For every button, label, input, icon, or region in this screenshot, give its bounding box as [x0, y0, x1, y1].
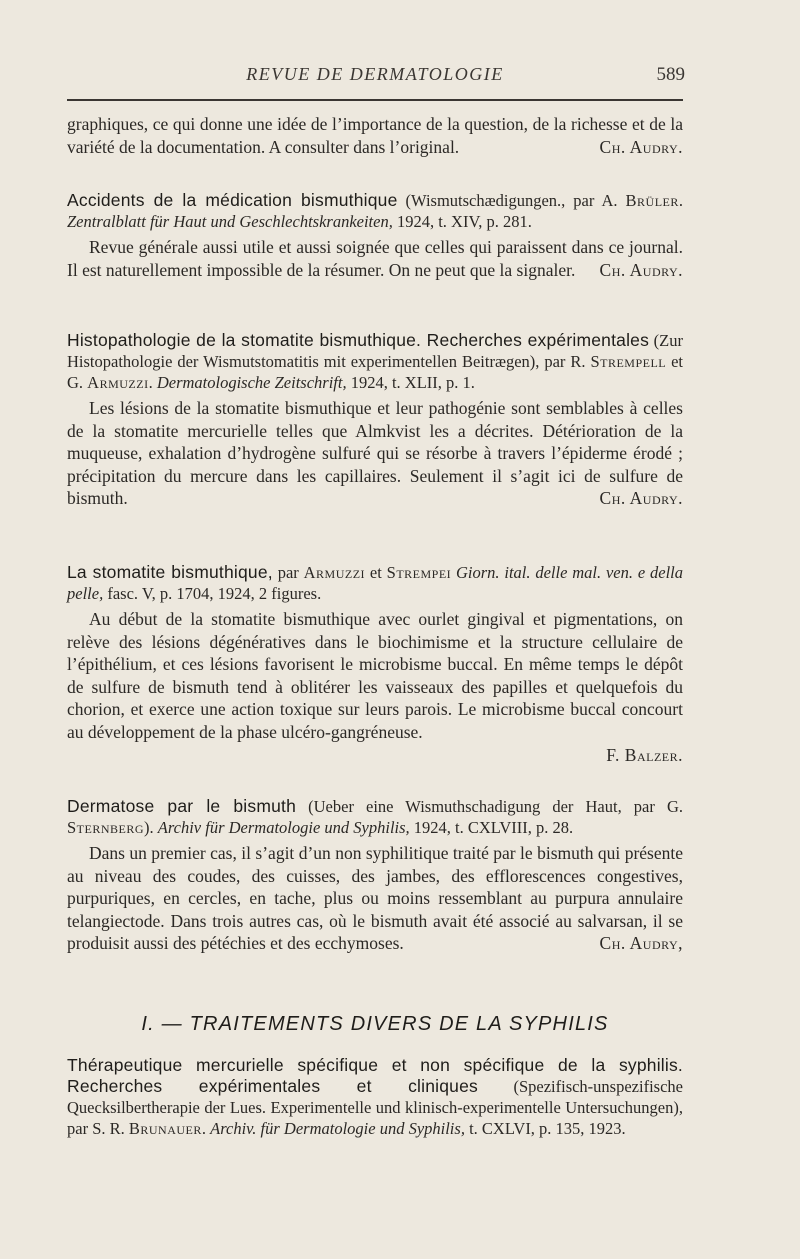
- continuation-signature: Ch. Audry.: [599, 136, 683, 157]
- reference-text: ).: [144, 818, 158, 837]
- entry-reference: [67, 796, 683, 838]
- entry-signature: F. Balzer.: [606, 744, 683, 765]
- body-text: Au début de la stomatite bismuthique avec ourlet gingival et pigmentations, on relève des lésions dégénératives dans le biochimisme et la structure cellulaire de l’épithélium, et ces lésions favorisent le microbisme buccal. En même temps le dépôt de sulfure de bismuth tend à oblitérer les vaisseaux des papilles et quelquefois du chorion, et exerce une action toxique sur leurs parois. Le microbisme buccal concourt au développement de la phase ulcéro-gangréneuse.: [67, 609, 683, 742]
- abstract-entry: [67, 796, 683, 955]
- running-title: REVUE DE DERMATOLOGIE: [246, 64, 504, 84]
- entry-signature: Ch. Audry,: [599, 933, 683, 954]
- reference-text: et G.: [67, 352, 683, 392]
- reference-text: (Wismutschædigungen., par A.: [397, 191, 626, 210]
- reference-text: 1924, t. CXLVIII, p. 28.: [409, 818, 574, 837]
- body-text: Revue générale aussi utile et aussi soignée que celles qui paraissent dans ce journal. Il est naturellement impossible de la résumer. On ne peut que la signaler.: [67, 237, 683, 280]
- reference-text: (Ueber eine Wismuthschadigung der Haut, par G.: [296, 797, 683, 816]
- reference-text: et: [365, 563, 387, 582]
- entry-signature: Ch. Audry.: [599, 488, 683, 509]
- author-name: Strempei: [386, 563, 452, 582]
- section-heading: I. — TRAITEMENTS DIVERS DE LA SYPHILIS: [141, 1013, 609, 1035]
- body-text: Dans un premier cas, il s’agit d’un non syphilitique traité par le bismuth qui présente au niveau des coudes, des cuisses, des jambes, des efflorescences congestives, purpuriques, en cercles, en tache, plus ou moins ressemblant au purpura annulaire telangiectode. Dans trois autres cas, où le bismuth avait été associé au salvarsan, il se produisit aussi des pétéchies et des ecchymoses.: [67, 843, 683, 954]
- reference-text: 1924, t. XIV, p. 281.: [392, 212, 532, 231]
- entry-reference: [67, 330, 683, 393]
- reference-text: .: [678, 191, 683, 210]
- entry-title: La stomatite bismuthique,: [67, 562, 273, 582]
- entry-reference: [67, 190, 683, 232]
- author-name: Armuzzi: [303, 563, 366, 582]
- journal-name: Archiv für Dermatologie und Syphilis,: [157, 818, 410, 837]
- journal-name: Zentralblatt für Haut und Geschlechtskrankeiten,: [67, 212, 393, 231]
- abstract-entry: [67, 562, 683, 766]
- author-name: Armuzzi: [87, 373, 149, 392]
- journal-name: Giorn. ital. delle mal. ven. e della pelle,: [67, 563, 683, 603]
- journal-name: Dermatologische Zeitschrift,: [156, 373, 347, 392]
- reference-text: par: [272, 563, 304, 582]
- entry-signature: Ch. Audry.: [599, 259, 683, 280]
- entry-title: Histopathologie de la stomatite bismuthique. Recherches expérimentales: [67, 330, 650, 350]
- abstract-entry: [67, 1055, 683, 1139]
- header-rule: [67, 99, 683, 101]
- author-name: Strempell: [590, 352, 667, 371]
- author-name: Sternberg: [67, 818, 145, 837]
- entry-title: Dermatose par le bismuth: [67, 796, 297, 816]
- author-name: Brüler: [625, 191, 679, 210]
- reference-text: 1924, t. XLII, p. 1.: [346, 373, 475, 392]
- entry-reference: [67, 562, 683, 604]
- page-header: [65, 64, 685, 94]
- reference-text: t. CXLVI, p. 135, 1923.: [464, 1119, 626, 1138]
- reference-text: fasc. V, p. 1704, 1924, 2 figures.: [103, 584, 322, 603]
- continuation-text: graphiques, ce qui donne une idée de l’importance de la question, de la richesse et de la variété de la documentation. A consulter dans l’original.: [67, 114, 683, 157]
- reference-text: .: [148, 373, 157, 392]
- abstract-entry: [67, 330, 683, 510]
- entry-title: Accidents de la médication bismuthique: [67, 190, 398, 210]
- abstract-entry: [67, 190, 683, 281]
- reference-text: (Zur Histopathologie der Wismutstomatitis mit experimentellen Beitrægen), par R.: [67, 331, 683, 371]
- continuation-paragraph: [67, 113, 683, 158]
- page-number: 589: [656, 64, 685, 85]
- entry-body: [67, 608, 683, 744]
- author-name: Brunauer: [128, 1119, 202, 1138]
- journal-name: Archiv. für Dermatologie und Syphilis,: [210, 1119, 465, 1138]
- reference-text: (Spezifisch-unspezifische Quecksilbertherapie der Lues. Experimentelle und klinisch-experimentelle Untersuchungen), par S. R.: [67, 1077, 683, 1138]
- entry-title: Thérapeutique mercurielle spécifique et non spécifique de la syphilis. Recherches expérimentales et cliniques: [67, 1055, 683, 1096]
- entry-reference: [67, 1055, 683, 1139]
- body-text: Les lésions de la stomatite bismuthique et leur pathogénie sont semblables à celles de la stomatite mercurielle telles que Almkvist les a décrites. Détérioration de la muqueuse, exhalation d’hydrogène sulfuré qui se résorbe à travers l’épiderme érodé ; précipitation du mercure dans les capillaires. Seulement il s’agit ici de sulfure de bismuth.: [67, 398, 683, 509]
- reference-text: .: [201, 1119, 211, 1138]
